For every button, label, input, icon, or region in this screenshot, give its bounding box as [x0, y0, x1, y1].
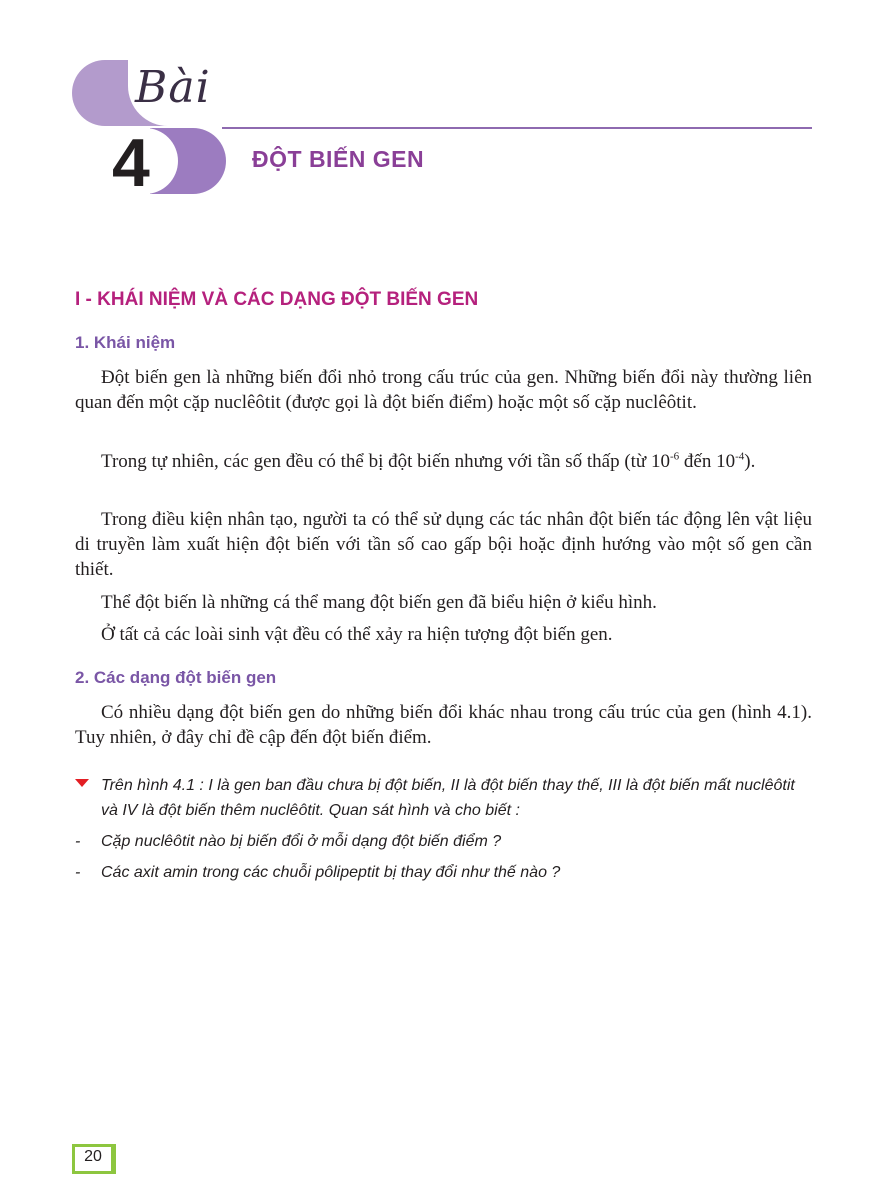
dash-bullet: -	[75, 864, 81, 881]
paragraph: Ở tất cả các loài sinh vật đều có thể xảy ra hiện tượng đột biến gen.	[101, 624, 613, 645]
lesson-label: Bài	[135, 62, 211, 113]
text-run: ).	[744, 451, 756, 472]
text-run: đến 10	[679, 451, 736, 472]
paragraph: Có nhiều dạng đột biến gen do những biến đổi khác nhau trong cấu trúc của gen (hình 4.1). Tuy nhiên, ở đây chỉ đề cập đến đột biến điểm.	[75, 702, 812, 748]
triangle-bullet-icon	[75, 779, 89, 787]
lesson-title: ĐỘT BIẾN GEN	[252, 146, 425, 172]
superscript: -4	[735, 450, 745, 463]
question-block	[75, 773, 815, 823]
question-item-text: Các axit amin trong các chuỗi pôlipeptit bị thay đổi như thế nào ?	[101, 864, 561, 881]
paragraph: Trong điều kiện nhân tạo, người ta có thể sử dụng các tác nhân đột biến tác động lên vật liệu di truyền làm xuất hiện đột biến với tần số cao gấp bội hoặc định hướng vào một số gen cần thiết.	[75, 509, 812, 580]
superscript: -6	[669, 450, 680, 463]
question-intro: Trên hình 4.1 : I là gen ban đầu chưa bị đột biến, II là đột biến thay thế, III là đột biến mất nuclêôtit và IV là đột biến thêm nuclêôtit. Quan sát hình và cho biết :	[101, 777, 795, 819]
question-item-text: Cặp nuclêôtit nào bị biến đổi ở mỗi dạng đột biến điểm ?	[101, 833, 502, 850]
page-number: 20	[84, 1148, 102, 1165]
lesson-number: 4	[112, 125, 150, 201]
subsection-title-concept: 1. Khái niệm	[75, 333, 176, 352]
subsection-title-types: 2. Các dạng đột biến gen	[75, 668, 277, 687]
paragraph: Thể đột biến là những cá thể mang đột biến gen đã biểu hiện ở kiểu hình.	[101, 592, 657, 613]
section-title: I - KHÁI NIỆM VÀ CÁC DẠNG ĐỘT BIẾN GEN	[75, 289, 479, 310]
text-run: Trong tự nhiên, các gen đều có thể bị đột biến nhưng với tần số thấp (từ 10	[101, 451, 670, 472]
dash-bullet: -	[75, 833, 81, 850]
paragraph-frequency	[75, 449, 812, 474]
paragraph: Đột biến gen là những biến đổi nhỏ trong cấu trúc của gen. Những biến đổi này thường liên quan đến một cặp nuclêôtit (được gọi là đột biến điểm) hoặc một số cặp nuclêôtit.	[75, 367, 812, 413]
header-rule	[222, 127, 812, 129]
